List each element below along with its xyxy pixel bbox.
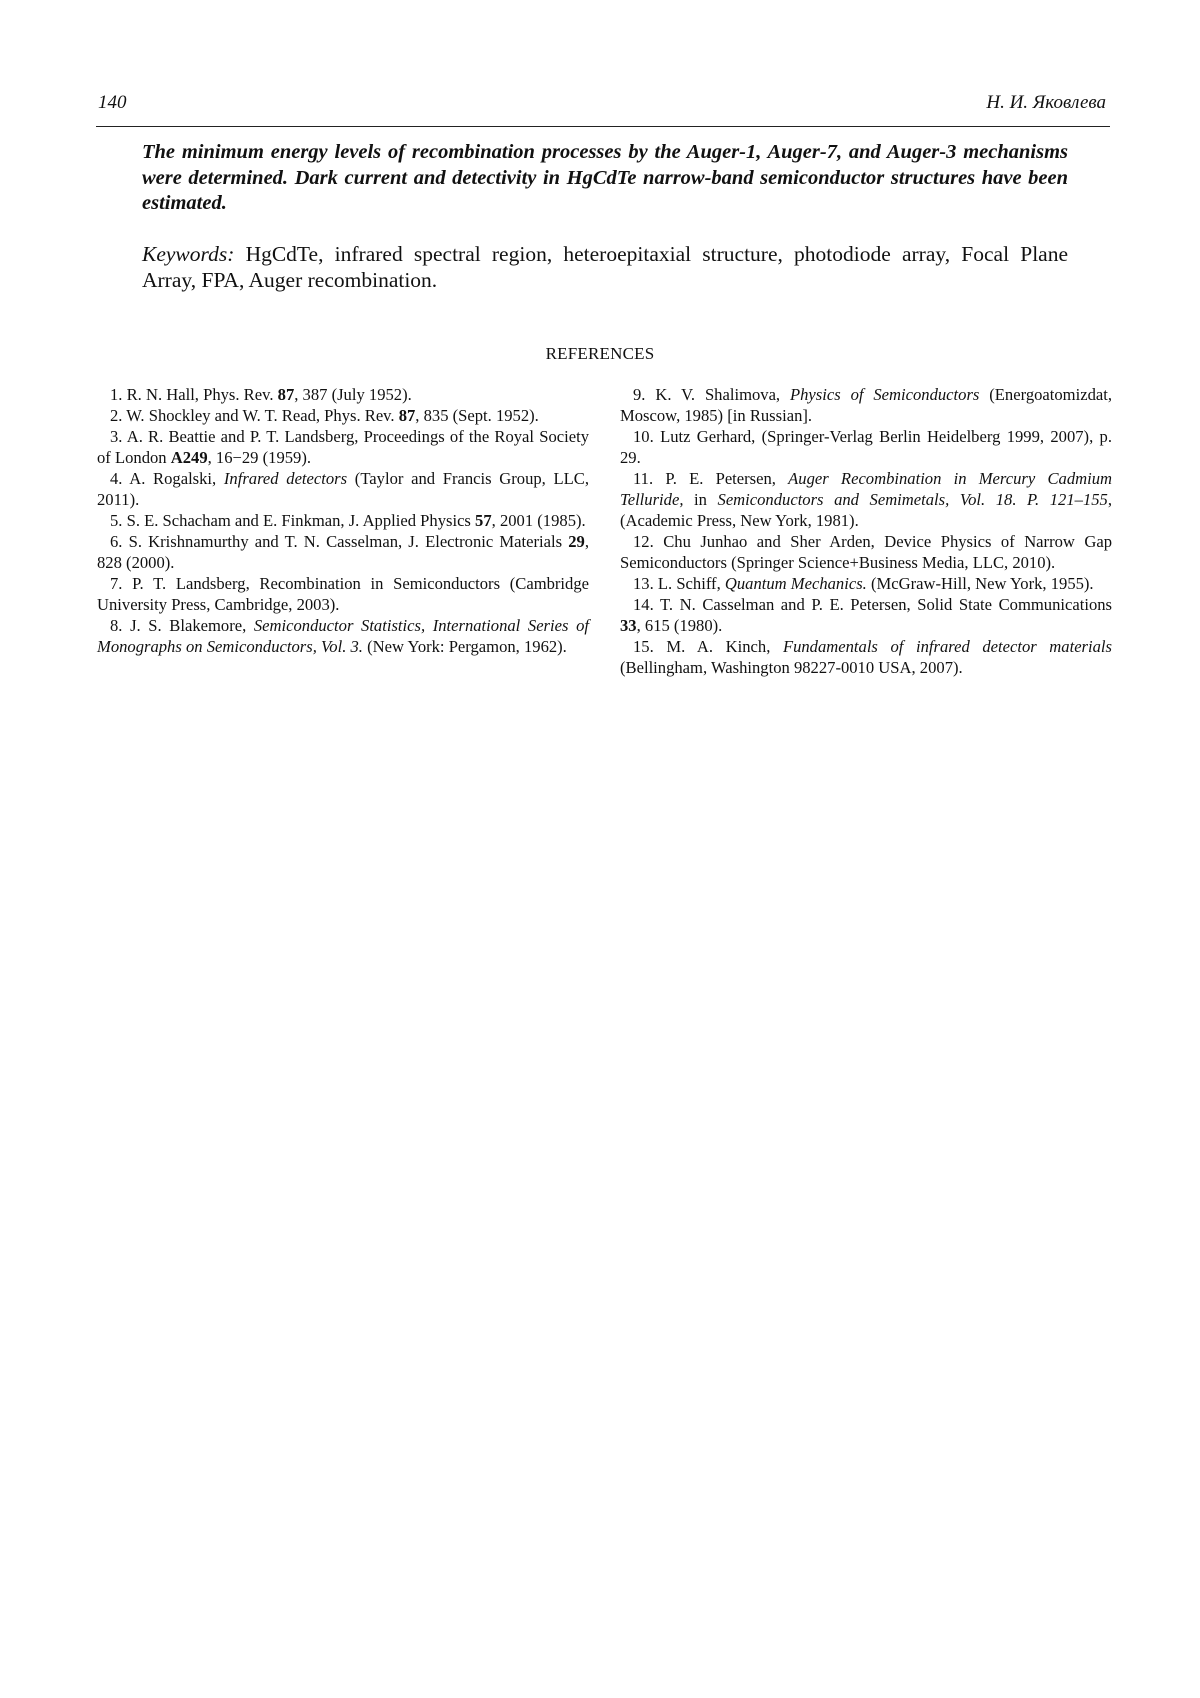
reference-item — [97, 384, 589, 405]
reference-item — [97, 426, 589, 468]
page-number: 140 — [98, 92, 127, 113]
reference-item — [620, 594, 1112, 636]
reference-segment: 15. M. A. Kinch, — [633, 637, 783, 656]
reference-segment: (Energoatomizdat, Moscow, 1985) [in Russian]. — [620, 385, 1112, 425]
reference-item — [97, 531, 589, 573]
reference-segment: 12. Chu Junhao and Sher Arden, Device Physics of Narrow Gap Semiconductors (Springer Science+Business Media, LLC, 2010). — [620, 532, 1112, 572]
reference-segment: 10. Lutz Gerhard, (Springer-Verlag Berlin Heidelberg 1999, 2007), p. 29. — [620, 427, 1112, 467]
reference-segment: , 16−29 (1959). — [207, 448, 312, 467]
reference-item — [620, 468, 1112, 531]
reference-segment: , (Academic Press, New York, 1981). — [620, 490, 1112, 530]
reference-item — [620, 531, 1112, 573]
reference-segment: 9. K. V. Shalimova, — [633, 385, 790, 404]
reference-segment: , 387 (July 1952). — [294, 385, 412, 404]
reference-segment: 29 — [568, 532, 585, 551]
reference-segment: 7. P. T. Landsberg, Recombination in Semiconductors (Cambridge University Press, Cambridge, 2003). — [97, 574, 589, 614]
reference-segment: , 615 (1980). — [636, 616, 723, 635]
keywords-text: HgCdTe, infrared spectral region, heteroepitaxial structure, photodiode array, Focal Plane Array, FPA, Auger recombination. — [142, 242, 1068, 292]
reference-segment: , 835 (Sept. 1952). — [415, 406, 539, 425]
keywords — [142, 241, 1068, 293]
reference-item — [620, 426, 1112, 468]
reference-segment: 13. L. Schiff, — [633, 574, 725, 593]
references-left-column — [97, 384, 589, 657]
reference-segment: Quantum Mechanics. — [724, 574, 867, 593]
reference-segment: 3. A. R. Beattie and P. T. Landsberg, Proceedings of the Royal Society of London — [97, 427, 589, 467]
reference-segment: in — [683, 490, 718, 509]
reference-segment: 4. A. Rogalski, — [110, 469, 224, 488]
reference-item — [97, 468, 589, 510]
reference-segment: 14. T. N. Casselman and P. E. Petersen, Solid State Communications — [633, 595, 1112, 614]
reference-segment: Semiconductors and Semimetals, Vol. 18. P. 121–155 — [717, 490, 1108, 509]
reference-segment: 11. P. E. Petersen, — [633, 469, 789, 488]
reference-segment: A249 — [170, 448, 208, 467]
references-heading: REFERENCES — [545, 344, 655, 363]
reference-segment: 2. W. Shockley and W. T. Read, Phys. Rev. — [110, 406, 399, 425]
reference-segment: Physics of Semiconductors — [789, 385, 980, 404]
reference-segment: Fundamentals of infrared detector materials — [782, 637, 1112, 656]
reference-item — [620, 384, 1112, 426]
reference-segment: 8. J. S. Blakemore, — [110, 616, 254, 635]
reference-segment: (Taylor and Francis Group, LLC, 2011). — [97, 469, 590, 509]
reference-item — [97, 615, 589, 657]
reference-segment: 57 — [475, 511, 492, 530]
reference-segment: 33 — [620, 616, 637, 635]
reference-segment: (New York: Pergamon, 1962). — [362, 637, 567, 656]
abstract-text: The minimum energy levels of recombination processes by the Auger-1, Auger-7, and Auger-3 mechanisms were determined. Dark current and detectivity in HgCdTe narrow-band semiconductor structures have been estimated. — [142, 141, 1068, 214]
reference-segment: Infrared detectors — [223, 469, 348, 488]
reference-segment: (Bellingham, Washington 98227-0010 USA, 2007). — [620, 658, 963, 677]
reference-segment: 1. R. N. Hall, Phys. Rev. — [110, 385, 278, 404]
reference-segment: 87 — [277, 385, 295, 404]
keywords-label: Keywords: — [142, 242, 235, 266]
reference-item — [97, 405, 589, 426]
running-header — [96, 92, 1110, 127]
reference-segment: 6. S. Krishnamurthy and T. N. Casselman, J. Electronic Materials — [110, 532, 569, 551]
reference-segment: (McGraw-Hill, New York, 1955). — [866, 574, 1094, 593]
reference-item — [620, 573, 1112, 594]
reference-segment: Semiconductor Statistics, International Series of Monographs on Semiconductors, Vol. 3. — [97, 616, 589, 656]
reference-item — [97, 573, 589, 615]
reference-item — [97, 510, 589, 531]
reference-segment: , 828 (2000). — [97, 532, 589, 572]
references-right-column — [620, 384, 1112, 678]
reference-segment: Auger Recombination in Mercury Cadmium Telluride, — [620, 469, 1112, 509]
reference-segment: 87 — [398, 406, 416, 425]
running-head-author: Н. И. Яковлева — [986, 92, 1106, 113]
reference-segment: , 2001 (1985). — [491, 511, 586, 530]
reference-item — [620, 636, 1112, 678]
reference-segment: 5. S. E. Schacham and E. Finkman, J. Applied Physics — [110, 511, 476, 530]
